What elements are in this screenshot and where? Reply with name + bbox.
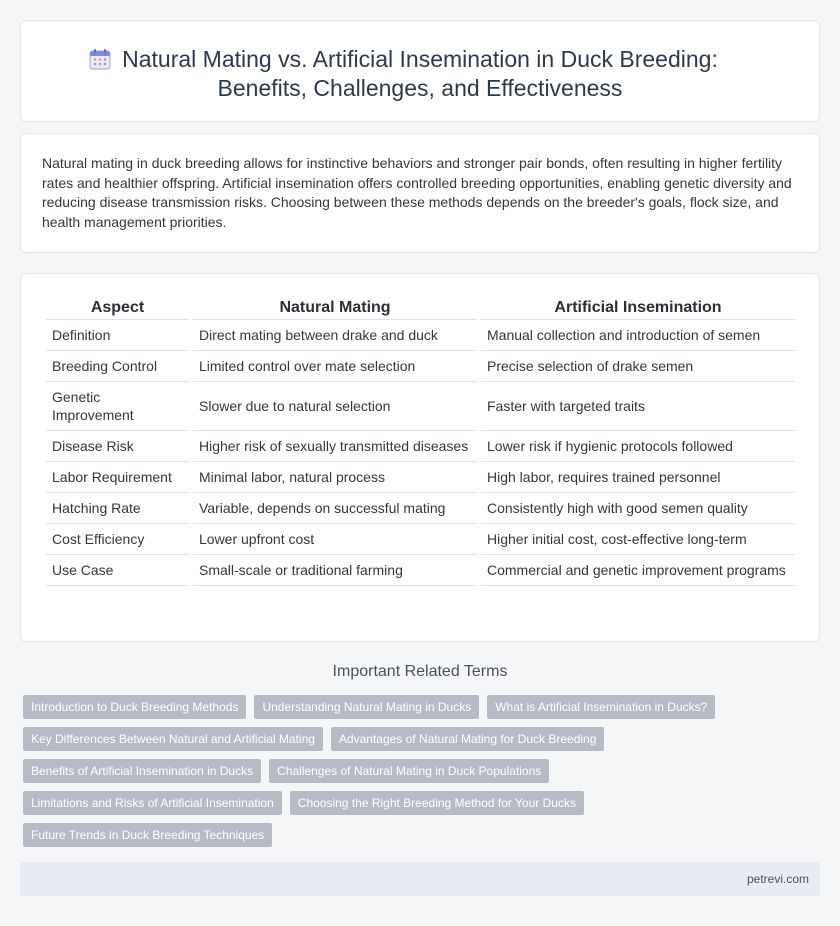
- table-cell: Lower upfront cost: [193, 524, 477, 555]
- related-term-link[interactable]: Choosing the Right Breeding Method for Your Ducks: [290, 791, 584, 815]
- table-row: [46, 493, 795, 524]
- table-header-row: [46, 295, 795, 320]
- related-term-link[interactable]: What is Artificial Insemination in Ducks?: [487, 695, 715, 719]
- related-terms-title: Important Related Terms: [332, 663, 508, 680]
- table-row: [46, 320, 795, 351]
- related-term-link[interactable]: Future Trends in Duck Breeding Techniques: [23, 823, 272, 847]
- table-cell: Commercial and genetic improvement programs: [481, 555, 795, 586]
- page-title-line-2: Benefits, Challenges, and Effectiveness: [217, 75, 623, 101]
- table-cell: High labor, requires trained personnel: [481, 462, 795, 493]
- header-aspect: Aspect: [46, 295, 189, 320]
- table-cell: Use Case: [46, 555, 189, 586]
- table-row: [46, 431, 795, 462]
- table-cell: Consistently high with good semen quality: [481, 493, 795, 524]
- table-row: [46, 555, 795, 586]
- table-cell: Small-scale or traditional farming: [193, 555, 477, 586]
- related-terms-list: [23, 695, 803, 855]
- header-natural-mating: Natural Mating: [193, 295, 477, 320]
- intro-paragraph: Natural mating in duck breeding allows for instinctive behaviors and stronger pair bonds, often resulting in higher fertility rates and healthier offspring. Artificial insemination offers controlled breeding opportunities, enabling genetic diversity and reducing disease transmission risks. Choosing between these methods depends on the breeder's goals, flock size, and health management priorities.: [42, 155, 792, 230]
- page-title: [21, 45, 819, 103]
- table-cell: Faster with targeted traits: [481, 382, 795, 431]
- table-cell: Limited control over mate selection: [193, 351, 477, 382]
- table-cell: Genetic Improvement: [46, 382, 189, 431]
- related-term-link[interactable]: Key Differences Between Natural and Artificial Mating: [23, 727, 323, 751]
- related-term-link[interactable]: Introduction to Duck Breeding Methods: [23, 695, 246, 719]
- header-artificial-insemination: Artificial Insemination: [481, 295, 795, 320]
- table-cell: Direct mating between drake and duck: [193, 320, 477, 351]
- table-cell: Lower risk if hygienic protocols followed: [481, 431, 795, 462]
- table-cell: Disease Risk: [46, 431, 189, 462]
- table-row: [46, 351, 795, 382]
- table-cell: Slower due to natural selection: [193, 382, 477, 431]
- table-row: [46, 382, 795, 431]
- table-row: [46, 524, 795, 555]
- table-cell: Higher initial cost, cost-effective long-term: [481, 524, 795, 555]
- intro-card: [20, 133, 820, 253]
- table-cell: Variable, depends on successful mating: [193, 493, 477, 524]
- table-row: [46, 462, 795, 493]
- related-term-link[interactable]: Benefits of Artificial Insemination in Ducks: [23, 759, 261, 783]
- table-cell: Higher risk of sexually transmitted diseases: [193, 431, 477, 462]
- table-cell: Definition: [46, 320, 189, 351]
- related-term-link[interactable]: Limitations and Risks of Artificial Insemination: [23, 791, 282, 815]
- table-cell: Labor Requirement: [46, 462, 189, 493]
- comparison-table: [42, 295, 799, 586]
- comparison-table-card: [20, 273, 820, 642]
- title-card: [20, 20, 820, 122]
- table-cell: Minimal labor, natural process: [193, 462, 477, 493]
- related-term-link[interactable]: Understanding Natural Mating in Ducks: [254, 695, 479, 719]
- table-cell: Hatching Rate: [46, 493, 189, 524]
- table-cell: Precise selection of drake semen: [481, 351, 795, 382]
- table-cell: Cost Efficiency: [46, 524, 189, 555]
- related-term-link[interactable]: Advantages of Natural Mating for Duck Breeding: [331, 727, 604, 751]
- table-cell: Manual collection and introduction of semen: [481, 320, 795, 351]
- table-cell: Breeding Control: [46, 351, 189, 382]
- footer: [20, 862, 820, 896]
- page-title-line-1: Natural Mating vs. Artificial Insemination in Duck Breeding:: [122, 46, 718, 72]
- related-term-link[interactable]: Challenges of Natural Mating in Duck Populations: [269, 759, 549, 783]
- footer-site-link[interactable]: petrevi.com: [746, 872, 809, 886]
